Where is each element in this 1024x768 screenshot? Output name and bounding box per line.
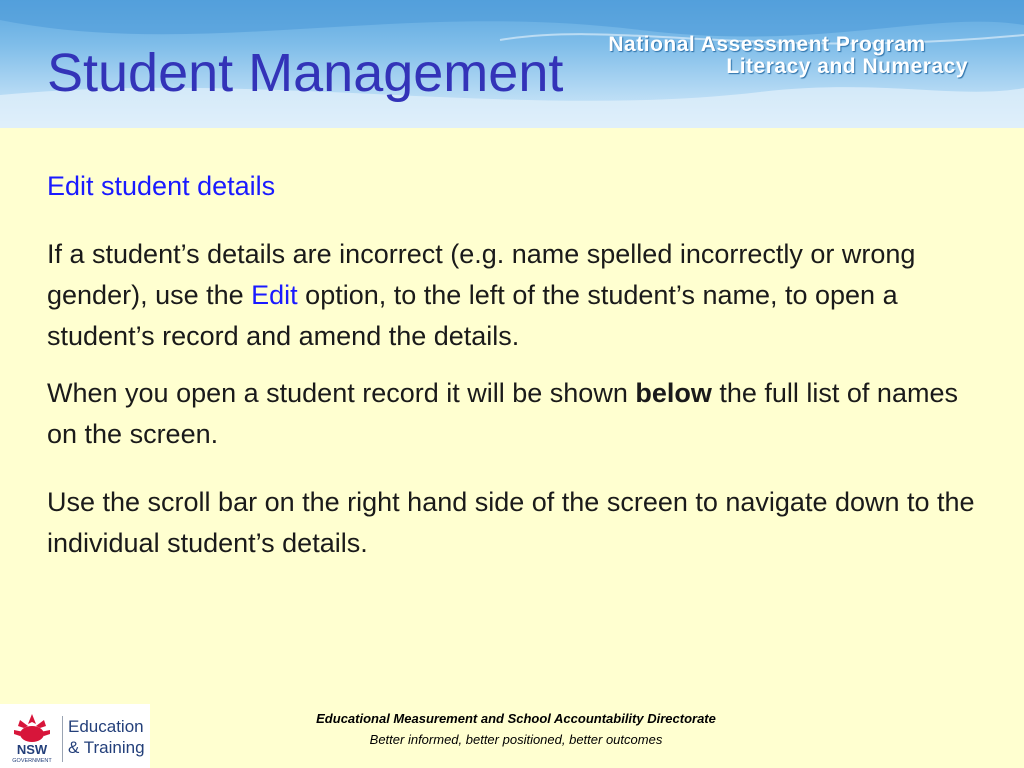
footer [150,708,882,750]
paragraph-scroll-instructions: Use the scroll bar on the right hand side of the screen to navigate down to the individual student’s details. [47,487,975,558]
logo-divider [62,716,63,762]
para2-text-after: the full list of names on the screen. [47,378,958,449]
logo-line-education: Education [68,717,144,736]
paragraph-record-location [47,373,977,455]
government-logo-text: GOVERNMENT [12,758,52,764]
footer-org-name: Educational Measurement and School Accountability Directorate [316,711,716,726]
below-keyword: below [635,378,712,408]
para1-text-after: option, to the left of the student’s name, to open a student’s record and amend the details. [47,280,898,351]
logo-line-training: & Training [68,738,145,757]
footer-tagline: Better informed, better positioned, better outcomes [369,732,663,747]
program-title [608,34,968,78]
header-banner [0,0,1024,128]
paragraph-edit-instructions [47,234,977,357]
page-title: Student Management [47,43,564,103]
program-title-line2: Literacy and Numeracy [726,55,968,78]
waratah-icon [6,710,58,764]
section-subtitle: Edit student details [47,171,276,201]
para2-text-before: When you open a student record it will be shown [47,378,636,408]
program-title-line1: National Assessment Program [608,33,926,56]
logo-text [68,716,145,758]
para1-text-before: If a student’s details are incorrect (e.g. name spelled incorrectly or wrong gender), use the [47,239,916,310]
slide-content [47,166,977,580]
nsw-education-logo [0,704,150,768]
edit-keyword: Edit [251,280,298,310]
nsw-logo-text: NSW [16,742,48,757]
